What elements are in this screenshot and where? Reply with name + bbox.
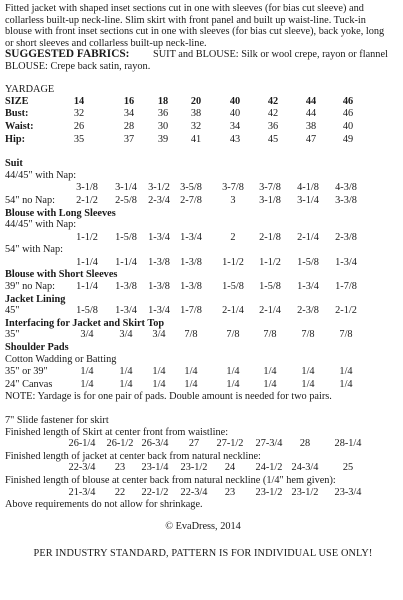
finished-length-row-cell: 28-1/4 [334,438,362,450]
size-table [5,96,401,146]
measurement-row-label: Waist: [5,120,34,132]
yardage-row-cell: 3-1/4 [297,194,319,206]
description-line: blouse with front inset sections cut in one with sleeves (for bias cut sleeve), back yoke, long [5,26,385,38]
yardage-row-cell: 2-3/4 [148,194,170,206]
measurement-row-cell: 37 [123,133,135,145]
measurement-row-cell: 40 [229,108,241,120]
finished-length-row-cell: 23 [224,486,236,498]
yardage-row-cell: 1-5/8 [115,231,137,243]
measurement-row-cell: 30 [157,120,169,132]
finished-lengths [5,427,401,500]
yardage-row-cell: 1-1/4 [76,281,98,293]
yardage-row-cell: 3-1/4 [115,182,137,194]
yardage-row-cell: 1-5/8 [297,256,319,268]
measurement-row-cell: 32 [190,120,202,132]
measurement-row-cell: 46 [342,108,354,120]
yardage-title: YARDAGE [5,84,55,96]
copyright: © EvaDress, 2014 [165,520,241,532]
yardage-row-label: 44/45" with Nap: [5,219,77,231]
finished-length-row-cell: 28 [299,438,311,450]
yardage-row-label: Cotton Wadding or Batting [5,353,117,365]
section-heading: Blouse with Long Sleeves [5,207,116,219]
yardage-row-cell: 1/4 [226,366,240,378]
yardage-row-cell: 1/4 [152,378,166,390]
description-line: Fitted jacket with shaped inset sections cut in one with sleeves (for bias cut sleeve) and [5,3,364,14]
yardage-row-cell: 1-7/8 [335,281,357,293]
yardage-row [5,195,401,208]
finished-length-row-cell: 26-3/4 [141,438,169,450]
yardage-row-cell: 3/4 [152,329,166,341]
yardage-row-cell: 1/4 [263,366,277,378]
yardage-row-cell: 1/4 [339,378,353,390]
finished-length-row-cell: 23-3/4 [334,486,362,498]
yardage-row-cell: 1-3/8 [148,281,170,293]
yardage-row-cell: 2-3/8 [335,231,357,243]
yardage-row-label: 35" or 39" [5,366,48,378]
measurement-row-cell: 32 [73,108,85,120]
finished-length-label: Finished length of Skirt at center front from waistline: [5,426,229,438]
yardage-row-cell: 3-1/8 [259,194,281,206]
measurement-row-cell: 35 [73,133,85,145]
finished-length-row-cell: 23-1/4 [141,462,169,474]
yardage-row-cell: 7/8 [263,329,277,341]
finished-length-row-cell: 22 [114,486,126,498]
yardage-row-cell: 3-1/8 [76,182,98,194]
measurement-row-cell: 36 [267,120,279,132]
finished-length-row-cell: 25 [342,462,354,474]
yardage-row-cell: 2-1/4 [222,305,244,317]
pattern-back-page [5,3,401,560]
yardage-row-label: 24" Canvas [5,378,53,390]
slide-fastener: 7" Slide fastener for skirt [5,415,109,426]
yardage-row-cell: 1-1/2 [222,256,244,268]
yardage-row-cell: 1-1/4 [76,256,98,268]
yardage-row-cell: 3-3/8 [335,194,357,206]
finished-length-row [5,462,401,475]
yardage-row-cell: 1/4 [301,366,315,378]
measurement-row-cell: 49 [342,133,354,145]
finished-length-label: Finished length of blouse at center back from natural neckline (1/4" hem given): [5,474,336,486]
yardage-row-cell: 1/4 [119,366,133,378]
section-heading: Shoulder Pads [5,342,69,354]
finished-length-row-cell: 24-1/2 [255,462,283,474]
yardage-row-cell: 7/8 [184,329,198,341]
section-heading: Jacket Lining [5,293,66,305]
size-row-cell: 42 [267,95,279,107]
finished-length-row-cell: 22-3/4 [68,462,96,474]
yardage-row-cell: 3-7/8 [259,182,281,194]
finished-length-row-cell: 22-3/4 [180,486,208,498]
yardage-row-cell: 1-5/8 [76,305,98,317]
measurement-row [5,108,401,121]
section-heading: Interfacing for Jacket and Skirt Top [5,317,165,329]
yardage-row-cell: 1/4 [339,366,353,378]
measurement-row-cell: 45 [267,133,279,145]
yardage-row-label: 44/45" with Nap: [5,169,77,181]
finished-length-row-cell: 27-1/2 [216,438,244,450]
size-row-cell: 40 [229,95,241,107]
yardage-row [5,170,401,183]
finished-length-row-cell: 27 [188,438,200,450]
yardage-row-cell: 2-1/4 [297,231,319,243]
yardage-row-cell: 1-1/4 [115,256,137,268]
measurement-row-cell: 41 [190,133,202,145]
finished-length-row-cell: 23 [114,462,126,474]
measurement-row-cell: 40 [342,120,354,132]
finished-length-row-cell: 23-1/2 [291,486,319,498]
yardage-row-cell: 1-7/8 [180,305,202,317]
size-row-cell: 16 [123,95,135,107]
yardage-row-cell: 1-3/4 [335,256,357,268]
finished-length-row-cell: 26-1/2 [106,438,134,450]
size-row-cell: 44 [305,95,317,107]
measurement-row-cell: 38 [305,120,317,132]
description-line: collarless built-up neck-line. Slim skirt with front panel and built up waist-line. Tuck-in [5,14,366,26]
finished-length-row-cell: 23-1/2 [180,462,208,474]
yardage-row-cell: 1/4 [80,366,94,378]
yardage-row [5,182,401,195]
shrinkage-note: Above requirements do not allow for shrinkage. [5,499,203,511]
section-heading: Blouse with Short Sleeves [5,269,118,281]
yardage-row-cell: 1-3/8 [148,256,170,268]
measurement-row-cell: 34 [229,120,241,132]
yardage-row-cell: 4-1/8 [297,182,319,194]
yardage-row-cell: 2 [230,231,236,243]
yardage-row-cell: 3 [230,194,236,206]
measurement-row [5,134,401,147]
yardage-row-cell: 1/4 [301,378,315,390]
size-row-cell: 14 [73,95,85,107]
yardage-row-cell: 3-5/8 [180,182,202,194]
yardage-row [5,354,401,367]
yardage-row-cell: 1-3/4 [180,231,202,243]
finished-length-row-cell: 26-1/4 [68,438,96,450]
measurement-row-cell: 44 [305,108,317,120]
yardage-row-cell: 1/4 [80,378,94,390]
yardage-row [5,219,401,232]
size-row-label: SIZE [5,95,29,107]
measurement-row-cell: 47 [305,133,317,145]
yardage-row [5,257,401,270]
yardage-row-label: 39" no Nap: [5,281,55,293]
yardage-row-label: 35" [5,329,20,341]
yardage-row [5,244,401,257]
yardage-row-cell: 4-3/8 [335,182,357,194]
suggested-fabrics-heading: SUGGESTED FABRICS: [5,48,130,61]
yardage-row-cell: 1-5/8 [259,281,281,293]
yardage-row-cell: 2-1/2 [76,194,98,206]
finished-length-label: Finished length of jacket at center back from natural neckline: [5,450,261,462]
yardage-row [5,232,401,245]
shoulder-pad-note: NOTE: Yardage is for one pair of pads. Double amount is needed for two pairs. [5,391,332,403]
finished-length-row-cell: 22-1/2 [141,486,169,498]
finished-length-row-cell: 27-3/4 [255,438,283,450]
finished-length-row-cell: 24-3/4 [291,462,319,474]
yardage-row-cell: 7/8 [339,329,353,341]
fabric-suit-blouse: SUIT and BLOUSE: Silk or wool crepe, rayon or flannel [153,48,388,60]
size-row-cell: 46 [342,95,354,107]
measurement-row-label: Bust: [5,108,29,120]
yardage-row-cell: 1/4 [226,378,240,390]
yardage-row-cell: 2-3/8 [297,305,319,317]
measurement-row-cell: 36 [157,108,169,120]
finished-length-row [5,438,401,451]
yardage-row [5,305,401,318]
yardage-row-cell: 2-5/8 [115,194,137,206]
yardage-row-label: 54" with Nap: [5,244,63,256]
size-row-cell: 18 [157,95,169,107]
yardage-row-cell: 1-3/4 [115,305,137,317]
measurement-row-cell: 38 [190,108,202,120]
yardage-row-cell: 1-1/2 [259,256,281,268]
description-line: or short sleeves and collarless built-up neck-line. [5,37,207,49]
yardage-row-cell: 1-3/4 [148,231,170,243]
yardage-row-cell: 2-7/8 [180,194,202,206]
measurement-row-cell: 39 [157,133,169,145]
yardage-row-cell: 1-3/8 [180,281,202,293]
yardage-row-cell: 1-5/8 [222,281,244,293]
yardage-row-cell: 1/4 [119,378,133,390]
yardage-row-cell: 1/4 [152,366,166,378]
measurement-row [5,121,401,134]
yardage-row-cell: 2-1/2 [335,305,357,317]
measurement-row-label: Hip: [5,133,26,145]
yardage-row [5,281,401,294]
yardage-row-cell: 3/4 [119,329,133,341]
measurement-row-cell: 28 [123,120,135,132]
yardage-row-cell: 3-7/8 [222,182,244,194]
measurement-row-cell: 42 [267,108,279,120]
yardage-row-cell: 1-3/4 [297,281,319,293]
measurement-row-cell: 26 [73,120,85,132]
yardage-row-cell: 1-3/8 [180,256,202,268]
finished-length-row-cell: 24 [224,462,236,474]
yardage-row-cell: 1/4 [184,366,198,378]
yardage-row-cell: 3-1/2 [148,182,170,194]
yardage-row-cell: 1/4 [184,378,198,390]
yardage-row-cell: 7/8 [301,329,315,341]
yardage-row-cell: 1/4 [263,378,277,390]
measurement-row-cell: 34 [123,108,135,120]
yardage-row [5,379,401,392]
yardage-row-cell: 2-1/4 [259,305,281,317]
yardage-row-cell: 1-1/2 [76,231,98,243]
yardage-row-cell: 1-3/4 [148,305,170,317]
yardage-sections [5,158,401,391]
finished-length-row [5,487,401,500]
usage-notice: PER INDUSTRY STANDARD, PATTERN IS FOR INDIVIDUAL USE ONLY! [33,548,373,560]
yardage-row [5,366,401,379]
section-heading: Suit [5,158,23,170]
finished-length-row-cell: 21-3/4 [68,486,96,498]
yardage-row-cell: 3/4 [80,329,94,341]
finished-length-row-cell: 23-1/2 [255,486,283,498]
size-row [5,96,401,109]
fabric-blouse: BLOUSE: Crepe back satin, rayon. [5,60,151,72]
yardage-row-label: 54" no Nap: [5,194,55,206]
yardage-row-cell: 2-1/8 [259,231,281,243]
yardage-row-label: 45" [5,305,20,317]
yardage-row-cell: 7/8 [226,329,240,341]
yardage-row [5,329,401,342]
yardage-row-cell: 1-3/8 [115,281,137,293]
design-description [5,3,401,49]
measurement-row-cell: 43 [229,133,241,145]
size-row-cell: 20 [190,95,202,107]
